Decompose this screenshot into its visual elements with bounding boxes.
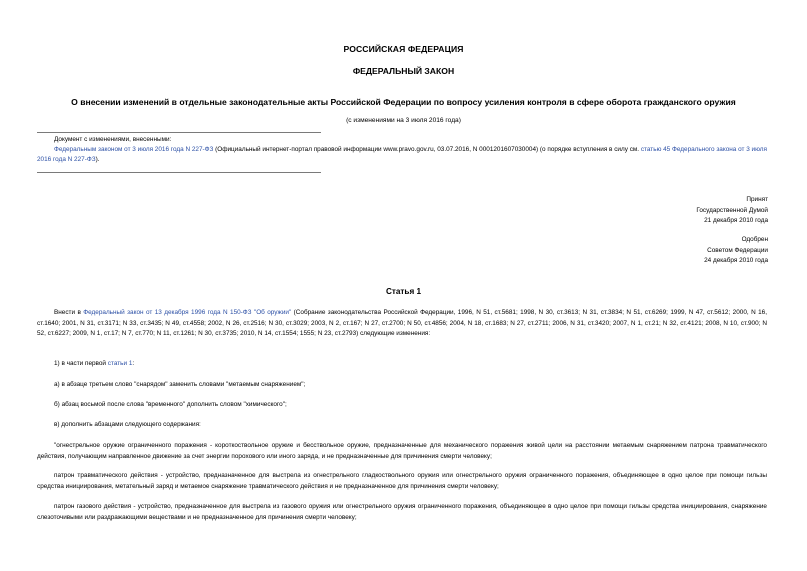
article-paragraph: а) в абзаце третьем слово "снарядом" заменить словами "метаемым снаряжением"; [54, 381, 306, 388]
adoption-line: 21 декабря 2010 года [704, 217, 768, 224]
adoption-line: Советом Федерации [707, 246, 768, 254]
adoption-duma [696, 195, 768, 227]
article-paragraph: "огнестрельное оружие ограниченного поражения - короткоствольное оружие и бесствольное оружие, предназначенные для механического поражения живой цели на расстоянии метаемым снаряжением патрона травматического действия, получающим направленное движение за счет энергии порохового или иного заряда, и не предназначенные для причинения смерти человеку; [37, 442, 767, 460]
paragraph-text: Внести в [54, 309, 84, 316]
article-paragraph: б) абзац восьмой после слова "временного" дополнить словом "химического"; [54, 401, 287, 408]
amend-note-text: (Официальный интернет-портал правовой информации www.pravo.gov.ru, 03.07.2016, N 0001201607030004) (о порядке вступления в силу см. [213, 146, 641, 153]
amend-note-body [37, 145, 767, 165]
article-paragraph: в) дополнить абзацами следующего содержания: [54, 421, 201, 428]
article-paragraph: патрон травматического действия - устройство, предназначенное для выстрела из огнестрельного гладкоствольного оружия или огнестрельного оружия ограниченного поражения, объединяющее в одно целое при помощи гильзы средства инициирования, метательный заряд и метаемое снаряжение травматического действия и не предназначенное для причинения смерти человеку; [37, 472, 767, 490]
article-paragraph [37, 308, 767, 340]
adoption-line: 24 декабря 2010 года [704, 257, 768, 264]
amend-article-link[interactable]: статью 45 Федерального закона от 3 июля 2016 года N 227-ФЗ [37, 146, 767, 163]
amend-note-intro: Документ с изменениями, внесенными: [54, 136, 172, 143]
paragraph-text: 1) в части первой [54, 360, 108, 367]
adoption-line: Одобрен [741, 236, 768, 243]
amend-note [37, 135, 767, 165]
amend-note-bottom-rule [37, 172, 321, 173]
law-title: О внесении изменений в отдельные законодательные акты Российской Федерации по вопросу усиления контроля в сфере оборота гражданского оружия [71, 97, 736, 107]
paragraph-text: (Собрание законодательства Российской Федерации, 1996, N 51, ст.5681; 1998, N 30, ст.3613; N 31, ст.3834; N 51, ст.6269; 1999, N 47, ст.5612; 2000, N 16, ст.1640; 2001, N 31, ст.3171; N 33, ст.3435; N 49, ст.4558; 2002, N 26, ст.2516; N 30, ст.3029; 2003, N 2, ст.167; N 27, ст.2700; N 50, ст.4856; 2004, N 18, ст.1683; N 27, ст.2711; 2006, N 31, ст.3420; 2007, N 1, ст.21; N 32, ст.4121; 2008, N 10, ст.900; N 52, ст.6227; 2009, N 1, ст.17; N 7, ст.770; N 11, ст.1261; N 30, ст.3735; 2010, N 14, ст.1554; 1555; N 23, ст.2793) следующие изменения: [37, 309, 768, 337]
article-paragraph: патрон газового действия - устройство, предназначенное для выстрела из газового оружия или огнестрельного оружия ограниченного поражения, объединяющее в одно целое при помощи гильзы средства инициирования, снаряжение слезоточивыми или раздражающими веществами и не предназначенное для причинения смерти человеку; [37, 503, 767, 521]
amend-note-end: ). [95, 156, 100, 163]
adoption-council [704, 235, 768, 267]
adoption-line: Государственной Думой [696, 206, 768, 214]
amend-note-top-rule [37, 132, 321, 133]
country-heading: РОССИЙСКАЯ ФЕДЕРАЦИЯ [343, 44, 464, 54]
weapons-law-link[interactable]: Федеральный закон от 13 декабря 1996 года N 150-ФЗ "Об оружии" [83, 309, 292, 316]
adoption-line: Принят [746, 196, 768, 203]
law-type-heading: ФЕДЕРАЛЬНЫЙ ЗАКОН [352, 66, 455, 76]
paragraph-text: : [132, 360, 135, 367]
article-paragraph [37, 359, 767, 370]
article-heading: Статья 1 [385, 287, 422, 296]
article1-link[interactable]: статьи 1 [107, 360, 133, 367]
revision-note: (с изменениями на 3 июля 2016 года) [346, 117, 461, 124]
amend-law-link[interactable]: Федеральным законом от 3 июля 2016 года N 227-ФЗ [54, 146, 214, 153]
